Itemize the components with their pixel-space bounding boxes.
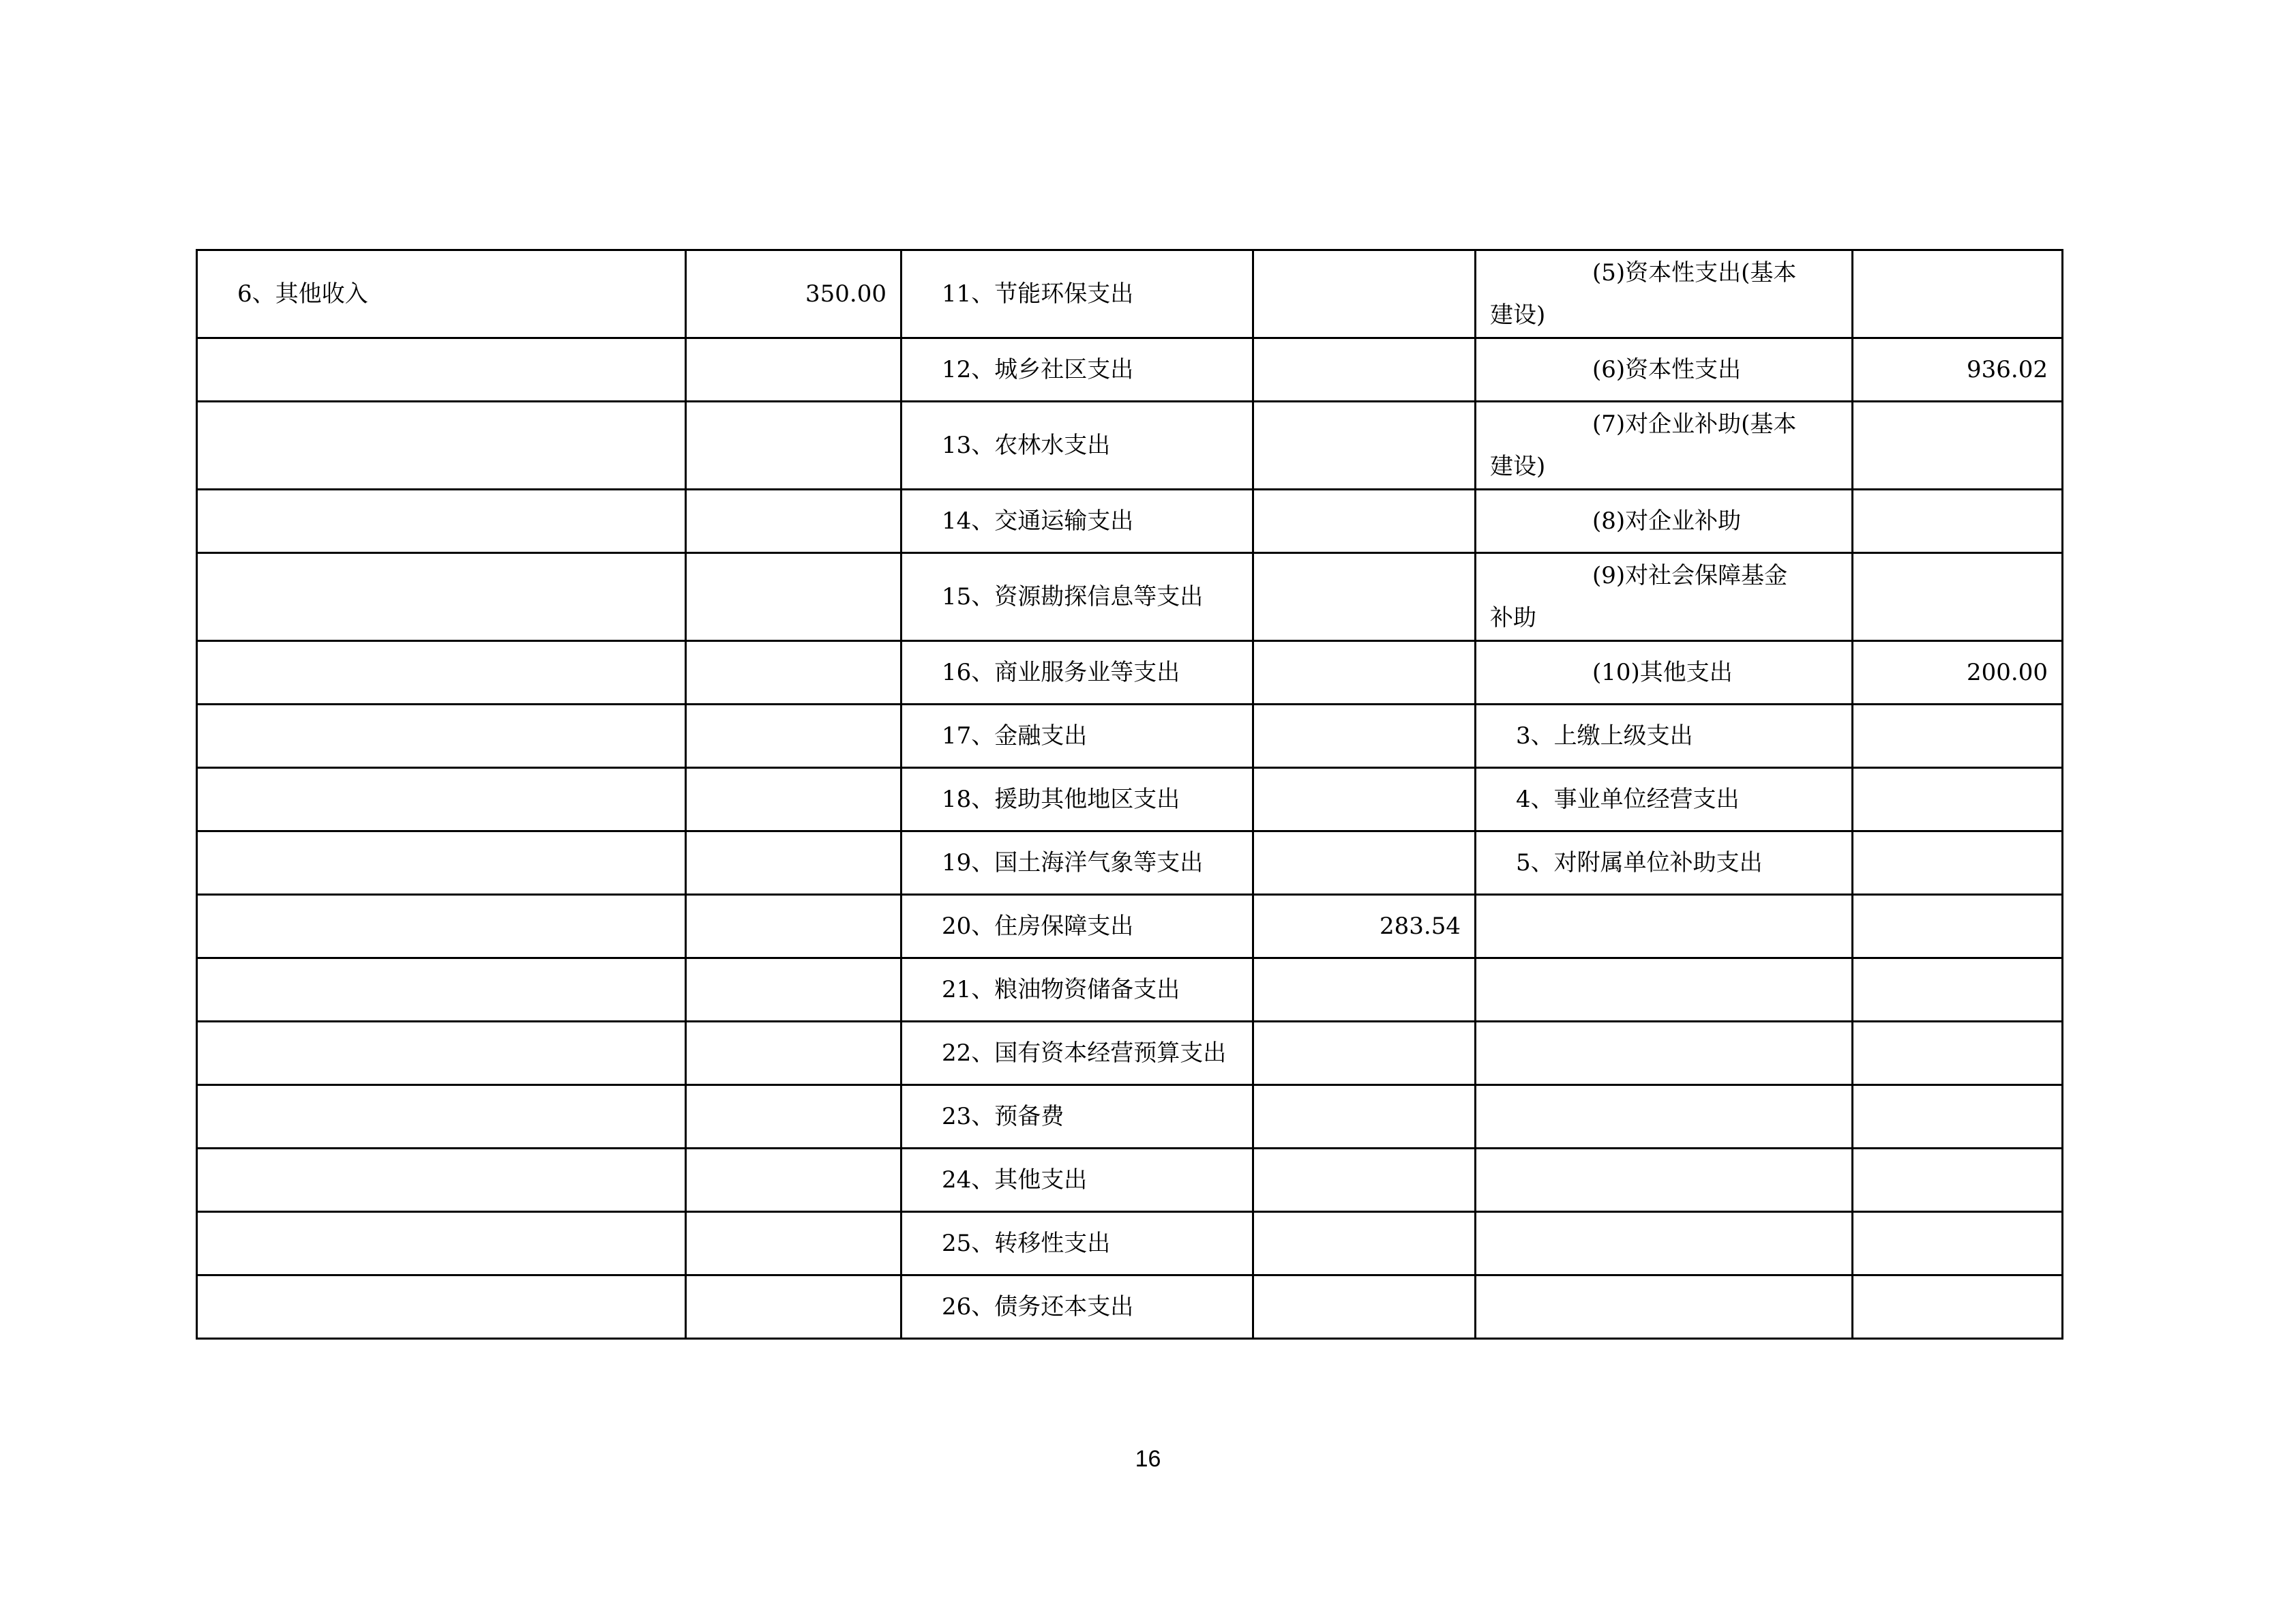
expense-function-amount-cell [1253,1275,1476,1339]
expense-economic-cell [1476,250,1853,338]
income-item-cell [197,895,686,958]
expense-function-cell: 11、节能环保支出 [901,250,1253,338]
income-amount-cell [686,490,901,553]
expense-function-amount-cell [1253,553,1476,641]
table-row [197,768,2063,831]
table-row [197,1022,2063,1085]
expense-function-amount-cell [1253,705,1476,768]
expense-economic-text: (9)对社会保障基金补助 [1490,562,1788,632]
expense-economic-cell [1476,1149,1853,1212]
table-row [197,490,2063,553]
table-row [197,641,2063,705]
expense-economic-text: (8)对企业补助 [1592,507,1742,535]
expense-function-cell: 16、商业服务业等支出 [901,641,1253,705]
expense-function-amount-cell [1253,1085,1476,1149]
table-row [197,895,2063,958]
expense-function-cell: 23、预备费 [901,1085,1253,1149]
income-amount-cell [686,895,901,958]
income-amount-cell [686,1212,901,1275]
expense-function-cell: 19、国土海洋气象等支出 [901,831,1253,895]
expense-function-cell: 22、国有资本经营预算支出 [901,1022,1253,1085]
expense-economic-amount-cell [1853,1149,2063,1212]
expense-function-amount-cell [1253,1149,1476,1212]
expense-function-amount-cell [1253,768,1476,831]
expense-function-amount-cell [1253,958,1476,1022]
expense-function-cell: 20、住房保障支出 [901,895,1253,958]
income-item-cell [197,553,686,641]
expense-economic-cell [1476,895,1853,958]
expense-economic-cell [1476,641,1853,705]
income-amount-cell [686,553,901,641]
expense-economic-amount-cell [1853,553,2063,641]
expense-function-cell: 25、转移性支出 [901,1212,1253,1275]
expense-economic-cell [1476,1275,1853,1339]
income-amount-cell [686,705,901,768]
expense-economic-cell [1476,1022,1853,1085]
table-row [197,402,2063,490]
income-item-cell [197,1149,686,1212]
income-amount-cell [686,338,901,402]
expense-economic-text: (5)资本性支出(基本建设) [1490,259,1797,329]
expense-function-cell: 14、交通运输支出 [901,490,1253,553]
table-row [197,1149,2063,1212]
expense-economic-text: (10)其他支出 [1592,659,1733,686]
expense-economic-amount-cell [1853,490,2063,553]
expense-function-amount-cell [1253,338,1476,402]
page-number: 16 [1135,1446,1161,1472]
expense-economic-amount-cell [1853,402,2063,490]
expense-economic-text: (7)对企业补助(基本建设) [1490,411,1797,480]
table-row [197,1085,2063,1149]
expense-function-cell: 26、债务还本支出 [901,1275,1253,1339]
expense-function-amount-cell [1253,1022,1476,1085]
expense-function-cell: 21、粮油物资储备支出 [901,958,1253,1022]
expense-economic-amount-cell [1853,958,2063,1022]
expense-function-amount-cell [1253,1212,1476,1275]
expense-economic-cell [1476,402,1853,490]
expense-economic-cell: 4、事业单位经营支出 [1476,768,1853,831]
expense-economic-amount-cell [1853,1275,2063,1339]
expense-economic-amount-cell [1853,768,2063,831]
expense-economic-cell: 3、上缴上级支出 [1476,705,1853,768]
income-item-cell [197,958,686,1022]
table-row [197,553,2063,641]
expense-function-amount-cell [1253,250,1476,338]
expense-function-cell: 15、资源勘探信息等支出 [901,553,1253,641]
table-row [197,338,2063,402]
expense-economic-amount-cell [1853,1085,2063,1149]
income-item-cell [197,402,686,490]
expense-function-amount-cell [1253,641,1476,705]
income-amount-cell: 350.00 [686,250,901,338]
expense-function-cell: 24、其他支出 [901,1149,1253,1212]
expense-function-amount-cell [1253,402,1476,490]
income-item-cell [197,338,686,402]
budget-table [196,249,2063,1340]
expense-economic-cell: 5、对附属单位补助支出 [1476,831,1853,895]
income-amount-cell [686,1275,901,1339]
income-item-cell: 6、其他收入 [197,250,686,338]
expense-economic-amount-cell [1853,1022,2063,1085]
expense-economic-cell [1476,1212,1853,1275]
income-item-cell [197,1022,686,1085]
expense-economic-text: (6)资本性支出 [1592,356,1742,383]
expense-economic-amount-cell [1853,1212,2063,1275]
table-row [197,958,2063,1022]
expense-economic-amount-cell [1853,895,2063,958]
expense-function-cell: 13、农林水支出 [901,402,1253,490]
income-item-cell [197,1275,686,1339]
table-row [197,705,2063,768]
income-amount-cell [686,1085,901,1149]
income-amount-cell [686,1022,901,1085]
income-amount-cell [686,768,901,831]
income-item-cell [197,1212,686,1275]
income-amount-cell [686,641,901,705]
income-amount-cell [686,1149,901,1212]
expense-economic-amount-cell [1853,705,2063,768]
expense-economic-cell [1476,958,1853,1022]
table-row [197,831,2063,895]
expense-function-cell: 12、城乡社区支出 [901,338,1253,402]
income-item-cell [197,705,686,768]
income-item-cell [197,641,686,705]
table-row [197,250,2063,338]
expense-economic-cell [1476,1085,1853,1149]
expense-function-amount-cell: 283.54 [1253,895,1476,958]
expense-function-cell: 17、金融支出 [901,705,1253,768]
income-amount-cell [686,831,901,895]
expense-function-cell: 18、援助其他地区支出 [901,768,1253,831]
table-row [197,1275,2063,1339]
income-item-cell [197,831,686,895]
expense-economic-cell [1476,553,1853,641]
expense-function-amount-cell [1253,831,1476,895]
income-amount-cell [686,402,901,490]
expense-economic-cell [1476,338,1853,402]
expense-economic-amount-cell: 200.00 [1853,641,2063,705]
expense-function-amount-cell [1253,490,1476,553]
expense-economic-amount-cell: 936.02 [1853,338,2063,402]
expense-economic-amount-cell [1853,831,2063,895]
income-item-cell [197,1085,686,1149]
expense-economic-cell [1476,490,1853,553]
table-row [197,1212,2063,1275]
expense-economic-amount-cell [1853,250,2063,338]
income-amount-cell [686,958,901,1022]
income-item-cell [197,490,686,553]
income-item-cell [197,768,686,831]
